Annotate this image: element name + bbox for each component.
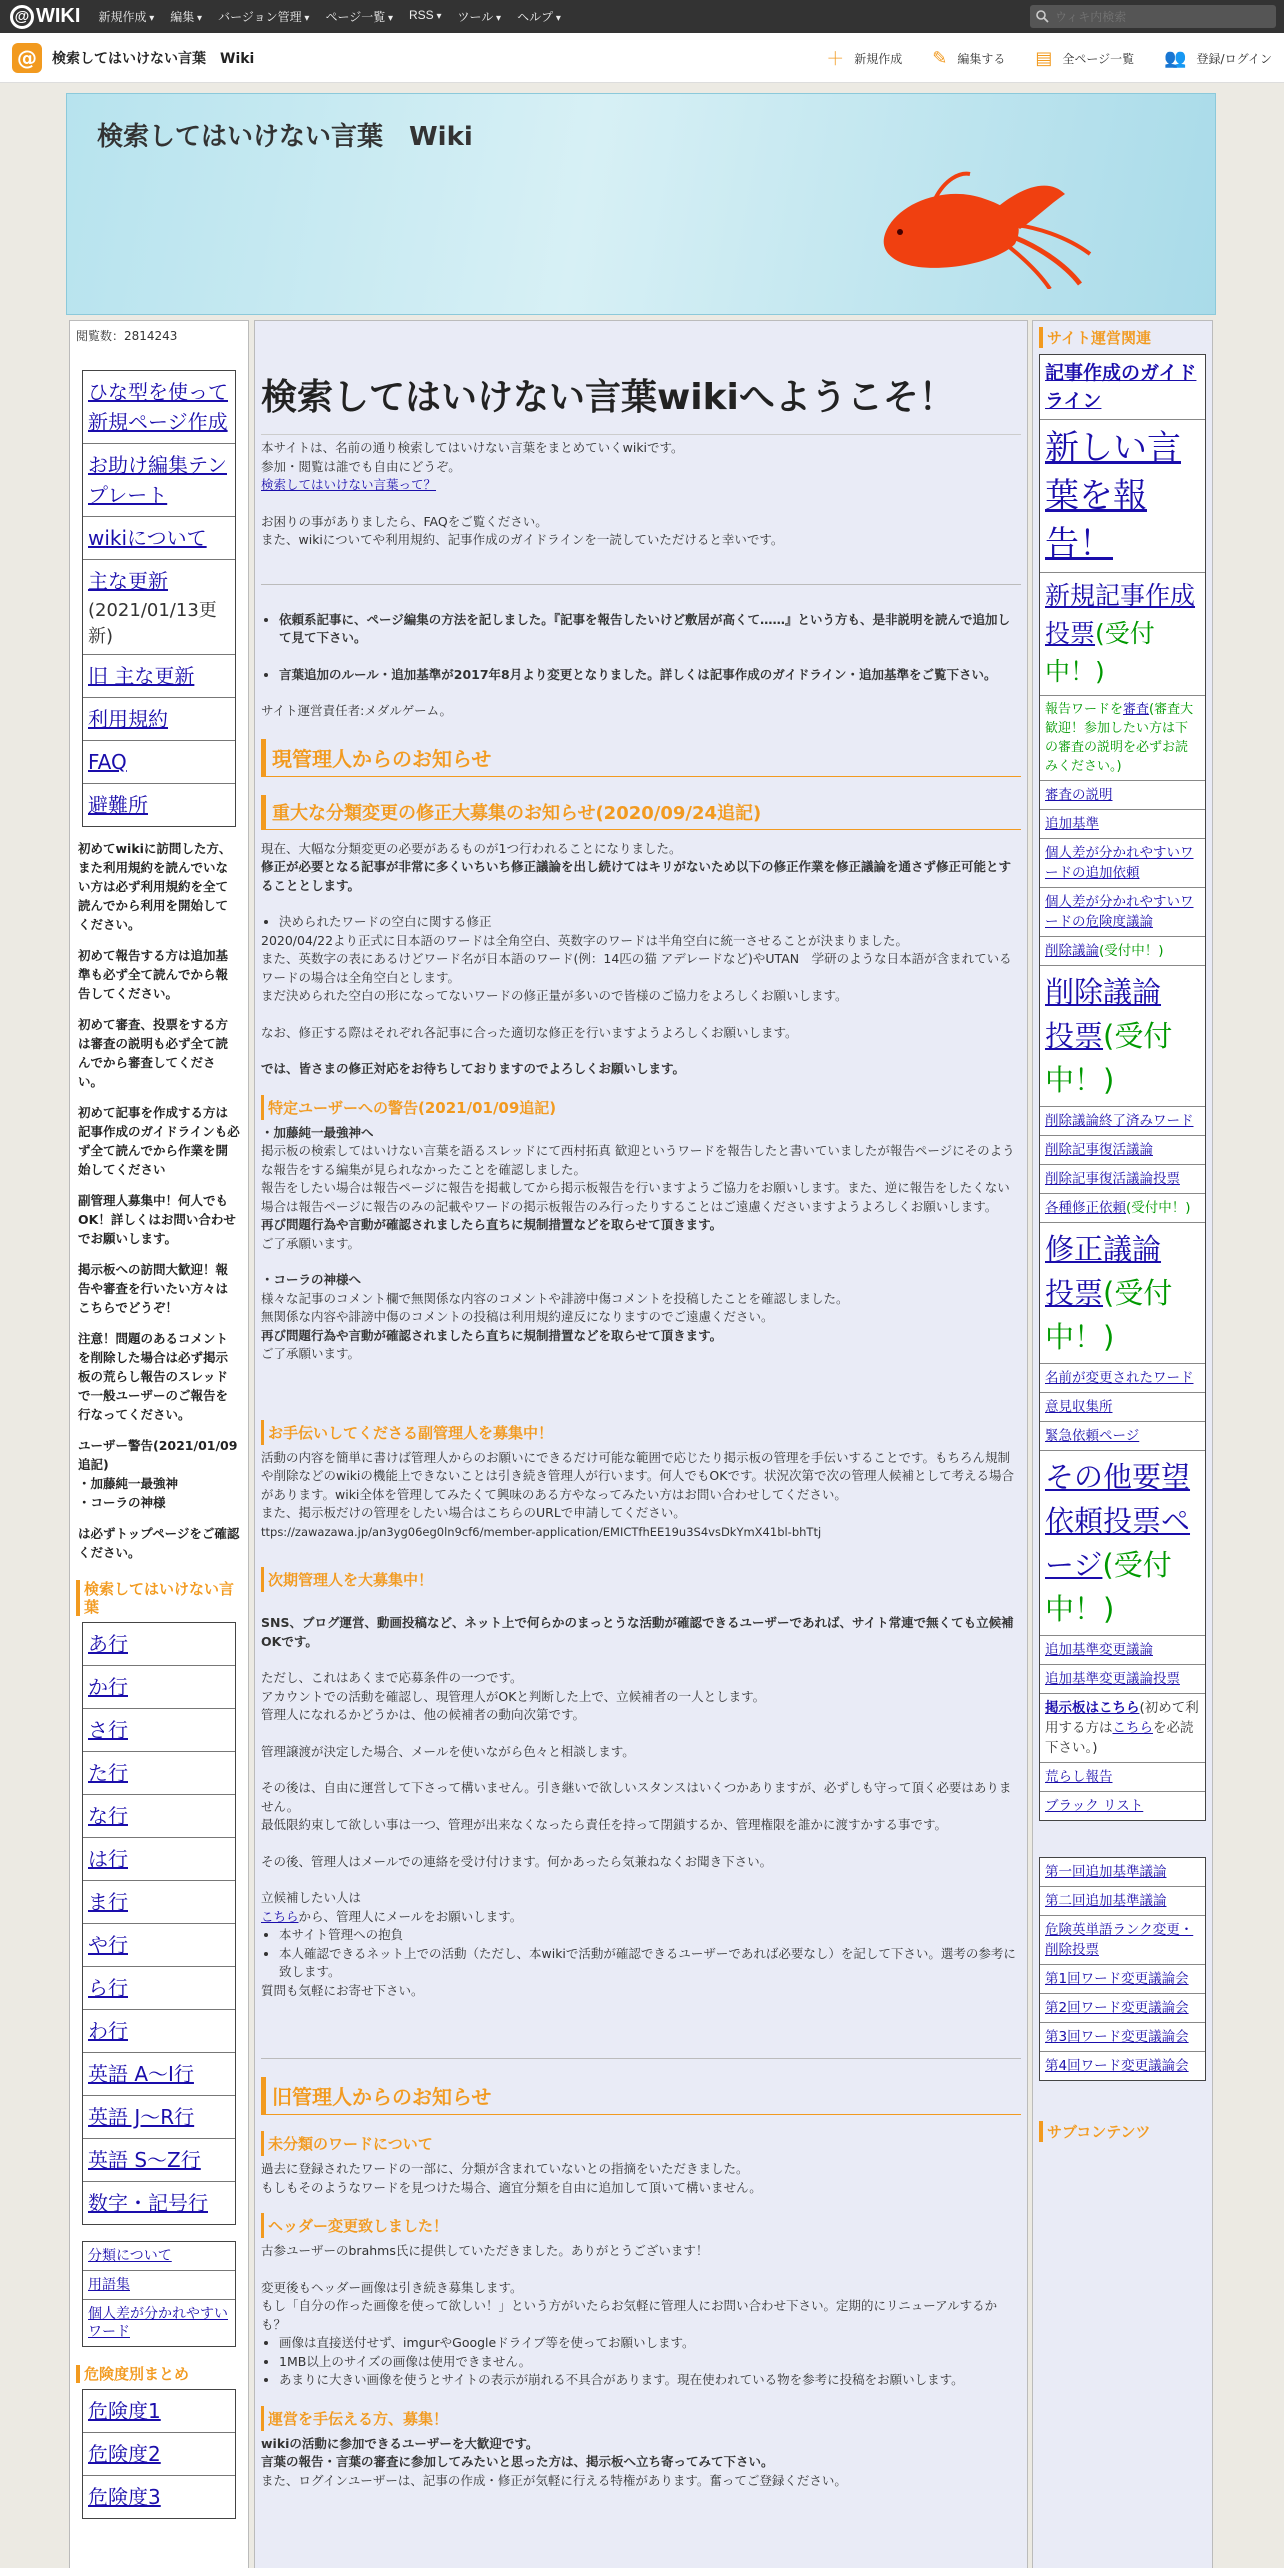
right-link[interactable]: 第一回追加基準議論	[1040, 1858, 1205, 1887]
section-heading: 重大な分類変更の修正大募集のお知らせ(2020/09/24追記)	[261, 795, 1021, 830]
search-input[interactable]	[1055, 10, 1255, 24]
left-note: 初めて審査、投票をする方は審査の説明も必ず全て読んでから審査してください。	[78, 1017, 229, 1089]
list-item: • あまりに大きい画像を使うとサイトの表示が崩れる不具合があります。現在使われている物を参考に投稿をお願いします。	[279, 2371, 1021, 2390]
right-link[interactable]: 第2回ワード変更議論会	[1040, 1994, 1205, 2023]
kana-link[interactable]: あ行	[83, 1623, 235, 1666]
intro-text: お困りの事がありましたら、FAQをご覧ください。	[261, 513, 548, 529]
subsection-heading: お手伝いしてくださる副管理人を募集中！	[261, 1420, 1021, 1445]
body-text: その後、管理人はメールでの連絡を受け付けます。何かあったら気兼ねなくお聞き下さい。	[261, 1853, 773, 1869]
kana-link[interactable]: ま行	[83, 1881, 235, 1924]
body-text: SNS、ブログ運営、動画投稿など、ネット上で何らかのまっとうな活動が確認できるユーザーであれば、サイト常連で無くても立候補OKです。	[261, 1615, 1014, 1649]
menu-new[interactable]: 新規作成 ▾	[98, 8, 154, 25]
top-menu	[90, 8, 568, 25]
body-text: ご了承願います。	[261, 1346, 361, 1361]
new-page-button[interactable]: ＋ 新規作成	[826, 45, 902, 71]
body-text: 変更後もヘッダー画像は引き続き募集します。	[261, 2279, 523, 2295]
kana-link[interactable]: さ行	[83, 1709, 235, 1752]
intro-text: 参加・閲覧は誰でも自由にどうぞ。	[261, 458, 461, 474]
kana-link[interactable]: 英語 S〜Z行	[83, 2139, 235, 2182]
plus-icon: ＋	[826, 49, 845, 70]
body-text: 古参ユーザーのbrahms氏に提供していただきました。ありがとうございます！	[261, 2243, 709, 2258]
right-sidebar	[1032, 320, 1213, 2568]
right-link[interactable]: 第1回ワード変更議論会	[1040, 1965, 1205, 1994]
site-title[interactable]: 検索してはいけない言葉 Wiki	[52, 50, 255, 67]
list-item: • 決められたワードの空白に関する修正	[279, 913, 1021, 932]
intro-link[interactable]: 検索してはいけない言葉って？	[261, 477, 437, 492]
right-link[interactable]: 名前が変更されたワード	[1040, 1364, 1205, 1393]
list-item: • 画像は直接送付せず、imgurやGoogleドライブ等を使ってお願いします。	[279, 2334, 1021, 2353]
right-item: 削除議論 投票(受付中！)	[1040, 966, 1205, 1107]
body-text: 立候補したい人は	[261, 1890, 362, 1905]
at-icon: @	[10, 5, 34, 29]
left-note: 掲示板への訪問大歓迎！報告や審査を行いたい方々はこちらでどうぞ！	[78, 1262, 229, 1315]
menu-version[interactable]: バージョン管理 ▾	[218, 8, 309, 25]
danger-link[interactable]: 危険度3	[88, 2485, 161, 2509]
right-link[interactable]: 新規記事作成投票	[1045, 581, 1196, 648]
banner-title: 検索してはいけない言葉 Wiki	[97, 122, 473, 152]
right-link[interactable]: 削除議論終了済みワード	[1040, 1107, 1205, 1136]
site-bar	[0, 33, 1284, 83]
right-link[interactable]: 第二回追加基準議論	[1040, 1887, 1205, 1916]
right-link[interactable]: 記事作成のガイドライン	[1040, 355, 1205, 420]
header-banner	[66, 93, 1216, 315]
right-item: 削除議論(受付中！)	[1040, 937, 1205, 966]
list-item: • 本人確認できるネット上での活動（ただし、本wikiで活動が確認できるユーザーであれば必要なし）を記して下さい。選考の参考に致します。	[279, 1945, 1021, 1982]
right-link[interactable]: 追加基準変更議論投票	[1040, 1665, 1205, 1694]
left-note: 注意！問題のあるコメントを削除した場合は必ず掲示板の荒らし報告のスレッドで一般ユーザーのご報告を行なってください。	[78, 1331, 229, 1422]
subsection-heading: 運営を手伝える方、募集！	[261, 2406, 1021, 2431]
left-link-refuge[interactable]: 避難所	[88, 793, 148, 817]
intro-text: また、wikiについてや利用規約、記事作成のガイドラインを一読していただけると幸いです。	[261, 532, 784, 547]
misc-links-box	[82, 2241, 236, 2347]
body-text: なお、修正する際はそれぞれ各記事に合った適切な修正を行いますようよろしくお願いします。	[261, 1024, 798, 1040]
body-text: 最低限約束して欲しい事は一つ、管理が出来なくなったら責任を持って閉鎖するか、管理権限を誰かに渡すかする事です。	[261, 1817, 948, 1832]
body-text: また、ログインユーザーは、記事の作成・修正が気軽に行える特権があります。奮ってご登録ください。	[261, 2472, 847, 2488]
edit-button[interactable]: ✎ 編集する	[932, 47, 1006, 69]
menu-edit[interactable]: 編集 ▾	[170, 8, 202, 25]
body-text: 言葉の報告・言葉の審査に参加してみたいと思った方は、掲示板へ立ち寄ってみて下さい。	[261, 2454, 774, 2469]
kana-link[interactable]: わ行	[83, 2010, 235, 2053]
right-item: 掲示板はこちら(初めて利用する方はこちらを必読下さい。)	[1040, 1694, 1205, 1763]
kana-link[interactable]: か行	[83, 1666, 235, 1709]
admin-name: サイト運営責任者:メダルゲーム。	[261, 703, 452, 718]
kana-link[interactable]: は行	[83, 1838, 235, 1881]
wiki-logo-icon[interactable]: @	[12, 43, 42, 73]
right-link[interactable]: 審査の説明	[1040, 781, 1205, 810]
left-note: ユーザー警告(2021/01/09追記) ・加藤純一最強神 ・コーラの神様	[78, 1438, 238, 1510]
body-text: もし「自分の作った画像を使って欲しい！」という方がいたらお気軽に管理人にお問い合わせ下さい。定期的にリニューアルするかも？	[261, 2298, 998, 2332]
left-sidebar	[69, 320, 249, 2568]
kana-index-box	[82, 1622, 236, 2225]
update-date: (2021/01/13更新)	[83, 596, 235, 655]
right-link[interactable]: 削除記事復活議論	[1040, 1136, 1205, 1165]
goldfish-image	[875, 164, 1095, 289]
left-link-classification[interactable]: 分類について	[83, 2242, 235, 2271]
right-link[interactable]: 第4回ワード変更議論会	[1045, 2058, 1189, 2074]
atwiki-logo[interactable]: @ WIKI	[10, 5, 80, 29]
right-link[interactable]: 追加基準	[1040, 810, 1205, 839]
subsection-heading: ヘッダー変更致しました！	[261, 2213, 1021, 2238]
contact-link[interactable]: こちら	[261, 1908, 299, 1924]
right-item: 報告ワードを審査(審査大歓迎！参加したい方は下の審査の説明を必ずお読みください。)	[1040, 696, 1205, 781]
menu-pages[interactable]: ページ一覧 ▾	[325, 8, 393, 25]
body-text: 管理人になれるかどうかは、他の候補者の動向次第です。	[261, 1707, 586, 1722]
right-link[interactable]: 投票	[1045, 1019, 1104, 1053]
kana-link[interactable]: た行	[83, 1752, 235, 1795]
left-menu-box	[82, 370, 236, 827]
body-text: 過去に登録されたワードの一部に、分類が含まれていないとの指摘をいただきました。	[261, 2161, 749, 2176]
right-link[interactable]: 投票	[1045, 1276, 1104, 1310]
left-note: 初めて記事を作成する方は記事作成のガイドラインも必ず全て読んでから作業を開始してください	[78, 1105, 240, 1177]
body-text: ただし、これはあくまで応募条件の一つです。	[261, 1670, 523, 1685]
menu-help[interactable]: ヘルプ ▾	[517, 8, 561, 25]
right-link[interactable]: こちら	[1112, 1720, 1153, 1736]
warning-target: ・コーラの神様へ	[261, 1272, 362, 1287]
right-link[interactable]: 追加基準変更議論	[1040, 1636, 1205, 1665]
section-heading: 現管理人からのお知らせ	[261, 739, 1021, 777]
all-pages-button[interactable]: ▤ 全ページ一覧	[1035, 47, 1135, 69]
left-link-old-updates[interactable]: 旧 主な更新	[83, 655, 235, 698]
danger-heading: 危険度別まとめ	[76, 2365, 242, 2383]
body-text: 掲示板の検索してはいけない言葉を語るスレッドにて西村拓真 歓迎というワードを報告したと書いていましたが報告ページにそのような報告をする編集が見られなかったことを確認しました。	[261, 1143, 1015, 1177]
danger-link[interactable]: 危険度2	[83, 2433, 235, 2476]
review-link[interactable]: 審査	[1123, 702, 1150, 717]
body-text: もしもそのようなワードを見つけた場合、適宜分類を自由に追加して頂いて構いません。	[261, 2179, 762, 2195]
right-link[interactable]: その他要望依頼投票ページ	[1045, 1460, 1191, 1582]
right-link[interactable]: 個人差が分かれやすいワードの危険度議論	[1040, 888, 1205, 937]
pages-icon: ▤	[1035, 47, 1053, 69]
sub-content-heading: サブコンテンツ	[1039, 2121, 1206, 2142]
body-text: また、掲示板だけの管理をしたい場合はこちらのURLで申請してください。	[261, 1505, 686, 1520]
left-link-faq[interactable]: FAQ	[83, 741, 235, 784]
warning-text: 再び問題行為や言動が確認されましたら直ちに規制措置などを取らせて頂きます。	[261, 1217, 723, 1232]
notice-item: • 言葉追加のルール・追加基準が2017年8月より変更となりました。詳しくは記事作成のガイドライン・追加基準をご覧下さい。	[279, 666, 1021, 685]
pencil-icon: ✎	[932, 47, 948, 69]
left-link-glossary[interactable]: 用語集	[83, 2271, 235, 2300]
user-add-icon: 👥	[1164, 47, 1187, 69]
discussion-box	[1039, 1857, 1206, 2081]
kana-heading: 検索してはいけない言葉	[76, 1580, 242, 1616]
main-content: 検索してはいけない言葉wikiへようこそ！ 本サイトは、名前の通り検索してはいけない言葉をまとめていくwikiです。 参加・閲覧は誰でも自由にどうぞ。 検索してはいけない言葉って？ お困りの事がありましたら、FAQをご覧ください。 また、wikiについてや利用規約、記事作成のガイドラインを一読していただけると幸いです。 • 依頼系記事に、ページ編集の方法を記しました。『記事を報告したいけど敷居が高くて……』という方も、是非説明を読んで追加して見て下さい。 • 言葉追加のルール・追加基準が2017年8月より変更となりました。詳しくは記事作成のガイドライン・追加基準をご覧下さい。 サイト運営責任者:メダルゲーム。 現管理人からのお知らせ 重大な分類変更の修正大募集のお知らせ(2020/09/24追記) 現在、大幅な分類変更の必要があるものが1つ行われることになりました。 修正が必要となる記事が非常に多くいちいち修正議論を出し続けてはキリがないため以下の修正作業を修正議論を通さず修正可能とすることとします。 • 決められたワードの空白に関する修正 2020/04/22より正式に日本語のワードは全角空白、英数字のワードは半角空白に統一させることが決まりました。 また、英数字の表にあるけどワード名が日本語のワード(例：14匹の猫 アデレードなど)やUTAN 学研のような日本語が含まれているワードの場合は全角空白とします。 まだ決められた空白の形になってないワードの修正量が多いので皆様のご協力をよろしくお願いします。 なお、修正する際はそれぞれ各記事に合った適切な修正を行いますようよろしくお願いします。 では、皆さまの修正対応をお待ちしておりますのでよろしくお願いします。 特定ユーザーへの警告(2021/01/09追記) ・加藤純一最強神へ 掲示板の検索してはいけない言葉を語るスレッドにて西村拓真 歓迎というワードを報告したと書いていましたが報告ページにそのような報告をする編集が見られなかったことを確認しました。 報告をしたい場合は報告ページに報告を掲載してから掲示板報告を行いますようご協力をお願いします。また、逆に報告をしたくない場合は報告ページに報告のみの記載やワードの掲示板報告のみ行ったりすることはご遠慮くださいますようよろしくお願いします。 再び問題行為や言動が確認されましたら直ちに規制措置などを取らせて頂きます。 ご了承願います。 ・コーラの神様へ 様々な記事のコメント欄で無関係な内容のコメントや誹謗中傷コメントを投稿したことを確認しました。 無関係な内容や誹謗中傷のコメントの投稿は利用規約違反になりますのでご遠慮ください。 再び問題行為や言動が確認されましたら直ちに規制措置などを取らせて頂きます。 ご了承願います。 お手伝いしてくださる副管理人を募集中！ 活動の内容を簡単に書けば管理人からのお願いにできるだけ可能な範囲で応じたり掲示板の管理を手伝いすることです。もちろん規制や削除などのwikiの機能上できないことは引き続き管理人が行います。何人でもOKです。状況次第で次の管理人候補として考える場合があります。wiki全体を管理してみたくて興味のある方やなってみたい方はお問い合わせしてください。 また、掲示板だけの管理をしたい場合はこちらのURLで申請してください。 ttps://zawazawa.jp/an3yg06eg0ln9cf6/member-application/EMICTfhEE19u3S4vsDkYmX41bl-bhTtj 次期管理人を大募集中！ SNS、ブログ運営、動画投稿など、ネット上で何らかのまっとうな活動が確認できるユーザーであれば、サイト常連で無くても立候補OKです。 ただし、これはあくまで応募条件の一つです。 アカウントでの活動を確認し、現管理人がOKと判断した上で、立候補者の一人とします。 管理人になれるかどうかは、他の候補者の動向次第です。 管理譲渡が決定した場合、メールを使いながら色々と相談します。 その後は、自由に運営して下さって構いません。引き継いで欲しいスタンスはいくつかありますが、必ずしも守って頂く必要はありません。 最低限約束して欲しい事は一つ、管理が出来なくなったら責任を持って閉鎖するか、管理権限を誰かに渡すかする事です。 その後、管理人はメールでの連絡を受け付けます。何かあったら気兼ねなくお聞き下さい。 立候補したい人は こちらから、管理人にメールをお願いします。 • 本サイト管理への抱負 • 本人確認できるネット上での活動（ただし、本wikiで活動が確認できるユーザーであれば必要なし）を記して下さい。選考の参考に致します。 質問も気軽にお寄せ下さい。 旧管理人からのお知らせ 未分類のワードについて 過去に登録されたワードの一部に、分類が含まれていないとの指摘をいただきました。 もしもそのようなワードを見つけた場合、適宜分類を自由に追加して頂いて構いません。 ヘッダー変更致しました！ 古参ユーザーのbrahms氏に提供していただきました。ありがとうございます！ 変更後もヘッダー画像は引き続き募集します。 もし「自分の作った画像を使って欲しい！」という方がいたらお気軽に管理人にお問い合わせ下さい。定期的にリニューアルするかも？ • 画像は直接送付せず、imgurやGoogleドライブ等を使ってお願いします。 • 1MB以上のサイズの画像は使用できません。 • あまりに大きい画像を使うとサイトの表示が崩れる不具合があります。現在使われている物を参考に投稿をお願いします。 運営を手伝える方、募集！ wikiの活動に参加できるユーザーを大歓迎です。 言葉の報告・言葉の審査に参加してみたいと思った方は、掲示板へ立ち寄ってみて下さい。 また、ログインユーザーは、記事の作成・修正が気軽に行える特権があります。奮ってご登録ください。	[254, 320, 1028, 2568]
menu-rss[interactable]: RSS ▾	[409, 8, 442, 25]
body-text: 報告をしたい場合は報告ページに報告を掲載してから掲示板報告を行いますようご協力をお願いします。また、逆に報告をしたくない場合は報告ページに報告のみの記載やワードの掲示板報告のみ行ったりすることはご遠慮くださいますようよろしくお願いします。	[261, 1180, 1010, 1214]
warning-text: 再び問題行為や言動が確認されましたら直ちに規制措置などを取らせて頂きます。	[261, 1327, 723, 1343]
body-text: まだ決められた空白の形になってないワードの修正量が多いので皆様のご協力をよろしくお願いします。	[261, 988, 848, 1003]
right-link[interactable]: 第3回ワード変更議論会	[1040, 2023, 1205, 2052]
list-item: • 1MB以上のサイズの画像は使用できません。	[279, 2353, 1021, 2372]
right-item: 各種修正依頼(受付中！)	[1040, 1194, 1205, 1223]
application-url: ttps://zawazawa.jp/an3yg06eg0ln9cf6/member-application/EMICTfhEE19u3S4vsDkYmX41bl-bhTtj	[261, 1524, 822, 1539]
subsection-heading: 次期管理人を大募集中！	[261, 1567, 1021, 1592]
left-link-edit-template[interactable]: お助け編集テンプレート	[83, 444, 235, 517]
body-text: また、英数字の表にあるけどワード名が日本語のワード(例：14匹の猫 アデレードなど)やUTAN 学研のような日本語が含まれているワードの場合は全角空白とします。	[261, 951, 1012, 985]
right-item: その他要望依頼投票ページ(受付中！)	[1040, 1451, 1205, 1636]
body-text: 様々な記事のコメント欄で無関係な内容のコメントや誹謗中傷コメントを投稿したことを確認しました。	[261, 1290, 849, 1306]
kana-link[interactable]: ら行	[83, 1967, 235, 2010]
right-link[interactable]: 修正議論	[1045, 1232, 1162, 1266]
danger-box	[82, 2389, 236, 2519]
right-link[interactable]: 削除議論	[1045, 975, 1162, 1009]
right-link[interactable]: 意見収集所	[1040, 1393, 1205, 1422]
top-bar	[0, 0, 1284, 33]
kana-link[interactable]: や行	[83, 1924, 235, 1967]
right-item: 新規記事作成投票(受付中！)	[1040, 573, 1205, 696]
section-heading: 旧管理人からのお知らせ	[261, 2077, 1021, 2115]
left-note: 初めて報告する方は追加基準も必ず全て読んでから報告してください。	[78, 948, 229, 1001]
kana-link[interactable]: な行	[83, 1795, 235, 1838]
kana-link[interactable]: 数字・記号行	[88, 2191, 208, 2215]
view-count: 閲覧数：2814243	[76, 329, 178, 343]
right-link[interactable]: ブラック リスト	[1045, 1798, 1144, 1814]
body-text: では、皆さまの修正対応をお待ちしておりますのでよろしくお願いします。	[261, 1061, 686, 1076]
left-link-about[interactable]: wikiについて	[83, 517, 235, 560]
subsection-heading: 特定ユーザーへの警告(2021/01/09追記)	[261, 1095, 1021, 1120]
search-icon	[1036, 10, 1049, 23]
body-text: 質問も気軽にお寄せ下さい。	[261, 1982, 424, 1998]
notice-item: • 依頼系記事に、ページ編集の方法を記しました。『記事を報告したいけど敷居が高くて……』という方も、是非説明を読んで追加して見て下さい。	[279, 611, 1021, 648]
left-note: は必ずトップページをご確認ください。	[78, 1526, 240, 1560]
body-text: ご了承願います。	[261, 1235, 361, 1251]
search-box	[1030, 5, 1276, 28]
subsection-heading: 未分類のワードについて	[261, 2131, 1021, 2156]
right-link[interactable]: 危険英単語ランク変更・削除投票	[1040, 1916, 1205, 1965]
body-text: 活動の内容を簡単に書けば管理人からのお願いにできるだけ可能な範囲で応じたり掲示板の管理を手伝いすることです。もちろん規制や削除などのwikiの機能上できないことは引き続き管理人が行います。何人でもOKです。状況次第で次の管理人候補として考える場合があります。wiki全体を管理してみたくて興味のある方やなってみたい方はお問い合わせしてください。	[261, 1449, 1014, 1502]
body-text: 現在、大幅な分類変更の必要があるものが1つ行われることになりました。	[261, 840, 682, 856]
left-link-updates[interactable]: 主な更新	[88, 569, 168, 593]
right-link[interactable]: 新しい言葉を報告！	[1040, 420, 1205, 573]
left-link-terms[interactable]: 利用規約	[83, 698, 235, 741]
left-link-individual[interactable]: 個人差が分かれやすいワード	[88, 2306, 228, 2340]
login-button[interactable]: 👥 登録/ログイン	[1164, 47, 1272, 69]
bbs-link[interactable]: 掲示板はこちら	[1045, 1700, 1140, 1716]
right-item: 修正議論 投票(受付中！)	[1040, 1223, 1205, 1364]
body-text: その後は、自由に運営して下さって構いません。引き継いで欲しいスタンスはいくつかありますが、必ずしも守って頂く必要はありません。	[261, 1780, 1012, 1814]
list-item: • 本サイト管理への抱負	[279, 1926, 1021, 1945]
kana-link[interactable]: 英語 J〜R行	[83, 2096, 235, 2139]
intro-text: 本サイトは、名前の通り検索してはいけない言葉をまとめていくwikiです。	[261, 440, 684, 455]
body-text: wikiの活動に参加できるユーザーを大歓迎です。	[261, 2435, 539, 2451]
body-text: 2020/04/22より正式に日本語のワードは全角空白、英数字のワードは半角空白に統一させることが決まりました。	[261, 932, 909, 948]
site-ops-box	[1039, 354, 1206, 1821]
body-text: 管理譲渡が決定した場合、メールを使いながら色々と相談します。	[261, 1743, 635, 1759]
body-text: アカウントでの活動を確認し、現管理人がOKと判断した上で、立候補者の一人とします。	[261, 1688, 766, 1704]
warning-target: ・加藤純一最強神へ	[261, 1124, 374, 1140]
page-title: 検索してはいけない言葉wikiへようこそ！	[261, 369, 1021, 435]
right-link[interactable]: 緊急依頼ページ	[1040, 1422, 1205, 1451]
body-text: 無関係な内容や誹謗中傷のコメントの投稿は利用規約違反になりますのでご遠慮ください。	[261, 1309, 774, 1324]
menu-tools[interactable]: ツール ▾	[458, 8, 502, 25]
site-actions	[796, 33, 1272, 83]
right-link[interactable]: 荒らし報告	[1040, 1763, 1205, 1792]
kana-link[interactable]: 英語 A〜I行	[83, 2053, 235, 2096]
body-text: 修正が必要となる記事が非常に多くいちいち修正議論を出し続けてはキリがないため以下の修正作業を修正議論を通さず修正可能とすることとします。	[261, 859, 1012, 893]
right-link[interactable]: 個人差が分かれやすいワードの追加依頼	[1040, 839, 1205, 888]
left-note: 副管理人募集中！何人でもOK！詳しくはお問い合わせでお願いします。	[78, 1193, 236, 1246]
right-link[interactable]: 各種修正依頼	[1045, 1200, 1126, 1216]
site-ops-heading: サイト運営関連	[1039, 327, 1206, 348]
danger-link[interactable]: 危険度1	[83, 2390, 235, 2433]
right-link[interactable]: 削除議論	[1045, 943, 1099, 959]
left-note: 初めてwikiに訪問した方、また利用規約を読んでいない方は必ず利用規約を全て読んでから利用を開始してください。	[78, 841, 232, 932]
right-link[interactable]: 削除記事復活議論投票	[1040, 1165, 1205, 1194]
left-link-template-new[interactable]: ひな型を使って新規ページ作成	[83, 371, 235, 444]
